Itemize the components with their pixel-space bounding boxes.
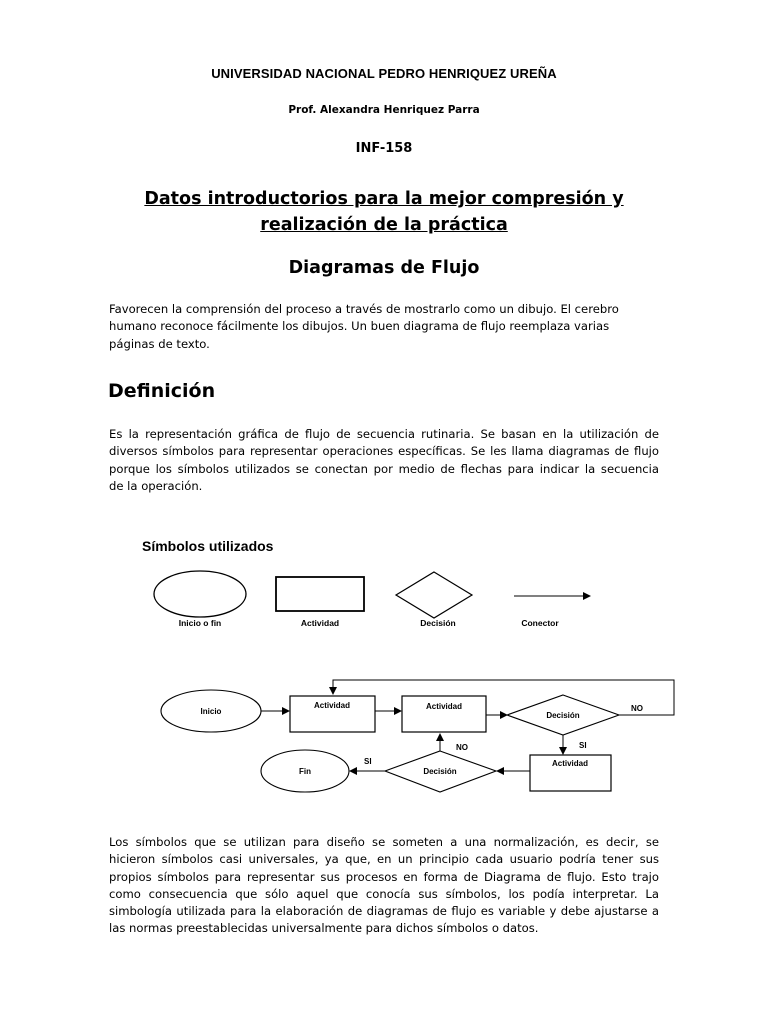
flow-decision-label: Decisión bbox=[423, 767, 457, 776]
paragraph-line: Los símbolos que se utilizan para diseño se someten a una normalización, es decir, se bbox=[109, 835, 659, 849]
paragraph-line: de la operación. bbox=[109, 478, 203, 493]
paragraph-line: Favorecen la comprensión del proceso a través de mostrarlo como un dibujo. El cerebro bbox=[109, 302, 619, 316]
flow-activity-label: Actividad bbox=[425, 702, 463, 711]
title-line: Datos introductorios para la mejor compresión y bbox=[144, 189, 624, 209]
paragraph-line: diversos símbolos para representar operaciones específicas. Se les llama diagramas de flujo bbox=[109, 444, 659, 459]
paragraph-line: humano reconoce fácilmente los dibujos. Un buen diagrama de flujo reemplaza varias bbox=[109, 319, 610, 334]
activity-symbol bbox=[276, 577, 364, 611]
document-title bbox=[0, 186, 768, 238]
figure-heading: Símbolos utilizados bbox=[142, 538, 274, 554]
flow-start-label: Inicio bbox=[200, 707, 222, 716]
start-end-symbol bbox=[154, 571, 246, 617]
professor-name: Prof. Alexandra Henriquez Parra bbox=[288, 104, 480, 116]
flow-no-label: NO bbox=[631, 704, 643, 713]
flow-end-label: Fin bbox=[299, 767, 311, 776]
flowchart-figure bbox=[120, 528, 680, 816]
flow-loop-arrow bbox=[333, 680, 674, 715]
paragraph-line: como consecuencia que sólo aquel que conocía sus símbolos, los podía interpretar. La bbox=[109, 886, 659, 901]
flow-yes-label: SI bbox=[579, 741, 587, 750]
paragraph-line: propios símbolos para representar sus procesos en forma de Diagrama de flujo. Esto trajo bbox=[109, 869, 659, 884]
closing-paragraph bbox=[109, 834, 659, 938]
flow-yes-label: SI bbox=[364, 757, 372, 766]
paragraph-line: hicieron símbolos casi universales, ya que, en un principio cada usuario podría tener sus bbox=[109, 852, 659, 867]
paragraph-line: Es la representación gráfica de flujo de secuencia rutinaria. Se basan en la utilización de bbox=[109, 427, 659, 441]
decision-symbol bbox=[396, 572, 472, 618]
flow-decision-label: Decisión bbox=[546, 711, 580, 720]
flow-activity-label: Actividad bbox=[313, 701, 351, 710]
flow-activity-label: Actividad bbox=[551, 759, 589, 768]
paragraph-line: las normas preestablecidas universalmente para dichos símbolos o datos. bbox=[109, 921, 539, 936]
definition-heading: Definición bbox=[108, 380, 216, 402]
title-line: realización de la práctica bbox=[260, 215, 508, 235]
activity-caption: Actividad bbox=[300, 618, 340, 628]
decision-caption: Decisión bbox=[420, 618, 456, 628]
university-name: UNIVERSIDAD NACIONAL PEDRO HENRIQUEZ UREÑA bbox=[211, 66, 557, 81]
intro-paragraph bbox=[109, 301, 659, 353]
paragraph-line: páginas de texto. bbox=[109, 336, 210, 351]
paragraph-line: simbología utilizada para la elaboración de diagramas de flujo es variable y debe ajustarse a bbox=[109, 904, 659, 919]
course-code: INF-158 bbox=[355, 141, 413, 156]
definition-paragraph bbox=[109, 426, 659, 495]
paragraph-line: porque los símbolos utilizados se conectan por medio de flechas para indicar la secuencia bbox=[109, 461, 659, 476]
connector-caption: Conector bbox=[521, 618, 559, 628]
flow-no-label: NO bbox=[456, 743, 468, 752]
start-end-caption: Inicio o fin bbox=[178, 618, 222, 628]
section-title: Diagramas de Flujo bbox=[288, 258, 480, 278]
